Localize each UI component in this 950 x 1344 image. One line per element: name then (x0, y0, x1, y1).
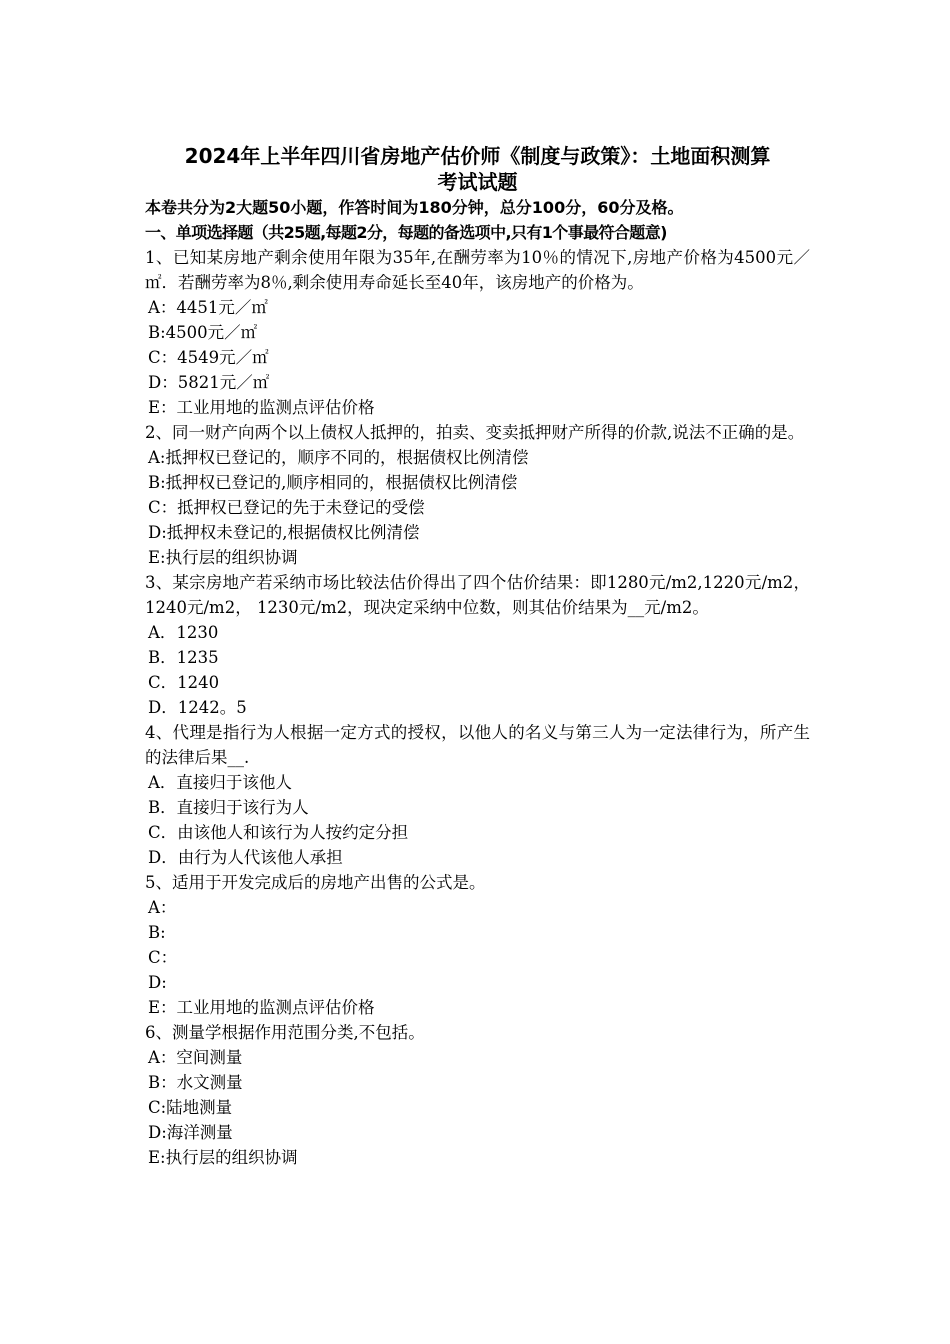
title-line-1: 2024年上半年四川省房地产估价师《制度与政策》：土地面积测算 (184, 144, 771, 168)
option-b: B:抵押权已登记的,顺序相同的，根据债权比例清偿 (148, 473, 518, 492)
option-d: D：5821元／㎡ (148, 373, 270, 392)
section-title: 一、单项选择题（共25题,每题2分，每题的备选项中,只有1个事最符合题意) (145, 223, 667, 242)
question-4 (145, 720, 810, 870)
option-c: C．1240 (148, 673, 220, 692)
option-e: E：工业用地的监测点评估价格 (148, 998, 375, 1017)
question-stem: 6、测量学根据作用范围分类,不包括。 (145, 1023, 425, 1042)
option-b: B:4500元／㎡ (148, 323, 258, 342)
question-stem: 1、已知某房地产剩余使用年限为35年,在酬劳率为10％的情况下,房地产价格为4500元／㎡．若酬劳率为8％,剩余使用寿命延长至40年，该房地产的价格为。 (145, 248, 810, 292)
option-c: C： (148, 948, 178, 967)
option-e: E:执行层的组织协调 (148, 1148, 298, 1167)
question-3 (145, 570, 810, 720)
option-b: B: (148, 923, 166, 942)
option-b: B．直接归于该行为人 (148, 798, 309, 817)
option-b: B：水文测量 (148, 1073, 243, 1092)
option-e: E:执行层的组织协调 (148, 548, 298, 567)
option-c: C．由该他人和该行为人按约定分担 (148, 823, 409, 842)
question-1 (145, 245, 810, 420)
question-5 (145, 870, 810, 1020)
option-d: D:抵押权未登记的,根据债权比例清偿 (148, 523, 420, 542)
option-a: A:抵押权已登记的，顺序不同的，根据债权比例清偿 (148, 448, 529, 467)
title-line-2: 考试试题 (437, 170, 518, 194)
exam-intro: 本卷共分为2大题50小题，作答时间为180分钟，总分100分，60分及格。 (145, 198, 684, 217)
question-stem: 2、同一财产向两个以上债权人抵押的，拍卖、变卖抵押财产所得的价款,说法不正确的是。 (145, 423, 805, 442)
question-list (145, 245, 810, 1170)
question-6 (145, 1020, 810, 1170)
option-a: A．1230 (148, 623, 219, 642)
option-d: D．1242。5 (148, 698, 247, 717)
document-page (145, 143, 810, 1170)
option-d: D．由行为人代该他人承担 (148, 848, 343, 867)
option-a: A：4451元／㎡ (148, 298, 268, 317)
option-d: D: (148, 973, 167, 992)
option-b: B．1235 (148, 648, 219, 667)
option-c: C：抵押权已登记的先于未登记的受偿 (148, 498, 425, 517)
question-stem: 4、代理是指行为人根据一定方式的授权，以他人的名义与第三人为一定法律行为，所产生的法律后果__. (145, 723, 810, 767)
document-title (145, 143, 810, 195)
question-2 (145, 420, 810, 570)
option-a: A： (148, 898, 177, 917)
option-a: A：空间测量 (148, 1048, 243, 1067)
option-c: C:陆地测量 (148, 1098, 233, 1117)
option-c: C：4549元／㎡ (148, 348, 269, 367)
option-a: A．直接归于该他人 (148, 773, 292, 792)
question-stem: 5、适用于开发完成后的房地产出售的公式是。 (145, 873, 486, 892)
option-e: E：工业用地的监测点评估价格 (148, 398, 375, 417)
question-stem: 3、某宗房地产若采纳市场比较法估价得出了四个估价结果：即1280元/m2,1220元/m2，1240元/m2， 1230元/m2，现决定采纳中位数，则其估价结果为__元/m2。 (145, 573, 810, 617)
option-d: D:海洋测量 (148, 1123, 233, 1142)
